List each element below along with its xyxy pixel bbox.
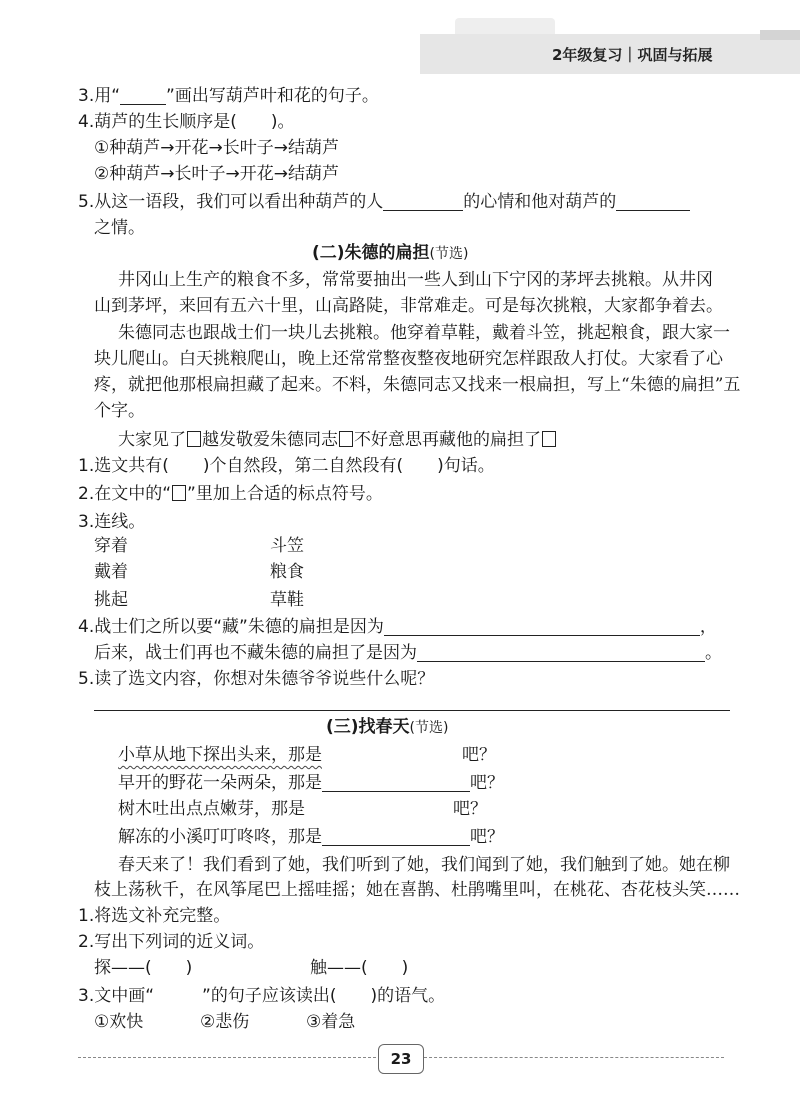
s3-q3-option-3[interactable]: ③着急 [306,1012,356,1032]
page-number: 23 [378,1044,424,1074]
s2-p2-line4: 个字。 [94,401,145,421]
s2-p3-a: 大家见了 [118,430,186,450]
s1-q4: 4.葫芦的生长顺序是( )。 [78,112,295,132]
s2-title-text: (二)朱德的扁担 [312,243,430,263]
s2-p3 [118,428,557,452]
s3-s1-wavy-text: 小草从地下探出头来，那是 [118,745,322,765]
s3-q3-option-2[interactable]: ②悲伤 [200,1012,250,1032]
s1-q5-blank-2 [616,192,690,211]
header-corner-decoration [760,30,800,40]
s3-sentence-3 [118,797,487,821]
s3-sentence-2 [118,771,504,795]
s3-q3 [78,984,445,1008]
s2-q4-end-1: ， [699,617,717,637]
s2-title [312,241,468,266]
s3-q3-wavy-mark [154,984,202,1008]
s2-q5: 5.读了选文内容，你想对朱德爷爷说些什么呢？ [78,669,435,689]
s3-s1-wavy-gap [322,743,462,767]
s3-title-note: (节选) [409,720,449,736]
s2-q1: 1.选文共有( )个自然段，第二自然段有( )句话。 [78,456,495,476]
s2-p2-line2: 块儿爬山。白天挑粮爬山，晚上还常常整夜整夜地研究怎样跟敌人打仗。大家看了心 [94,349,723,369]
match-right-3[interactable]: 草鞋 [270,590,304,610]
header-label: 2年级复习｜巩固与拓展 [552,46,713,64]
s3-paragraph-line1: 春天来了！我们看到了她，我们听到了她，我们闻到了她，我们触到了她。她在柳 [118,855,730,875]
s2-q4 [78,615,717,639]
s3-s3-blank[interactable] [305,799,453,818]
s2-q4-blank-1[interactable] [384,617,700,636]
s2-q2-text-a: 2.在文中的“ [78,484,172,504]
match-left-2[interactable]: 戴着 [94,562,128,582]
s2-q2-text-b: ”里加上合适的标点符号。 [187,484,383,504]
punct-box[interactable] [187,431,201,447]
s3-s2-blank[interactable] [322,773,470,792]
s3-q2-word-1[interactable]: 探——( ) [94,958,193,978]
s3-title-text: (三)找春天 [326,717,410,737]
s1-q5 [78,190,690,214]
s1-q3-text-a: 3.用“ [78,86,121,106]
s1-q4-option-2: ②种葫芦→长叶子→开花→结葫芦 [94,164,339,184]
s2-p2-line3: 疼，就把他那根扁担藏了起来。不料，朱德同志又找来一根扁担，写上“朱德的扁担”五 [94,375,741,395]
s2-q4-text-b: 后来，战士们再也不藏朱德的扁担了是因为 [94,643,417,663]
s3-s4-end: 吧？ [470,827,504,847]
s1-q3-blank [120,86,166,105]
s2-q4-blank-2[interactable] [417,643,705,662]
s2-title-note: (节选) [429,246,469,262]
s3-sentence-1 [118,743,496,767]
match-left-1[interactable]: 穿着 [94,536,128,556]
s2-q4-cont [94,641,722,665]
s2-p3-b: 越发敬爱朱德同志 [202,430,338,450]
s3-q3-text-a: 3.文中画“ [78,986,155,1006]
footer-divider-right [424,1057,724,1058]
s3-s1-end: 吧？ [462,745,496,765]
s1-q3 [78,84,379,108]
s2-q2 [78,482,383,506]
s3-s3-text: 树木吐出点点嫩芽，那是 [118,799,305,819]
match-right-1[interactable]: 斗笠 [270,536,304,556]
s2-p3-c: 不好意思再藏他的扁担了 [354,430,541,450]
s3-paragraph-line2: 枝上荡秋千，在风筝尾巴上摇哇摇；她在喜鹊、杜鹃嘴里叫，在桃花、杏花枝头笑…… [94,880,740,900]
match-left-3[interactable]: 挑起 [94,590,128,610]
s3-s3-end: 吧？ [453,799,487,819]
s1-q3-text-b: ”画出写葫芦叶和花的句子。 [166,86,379,106]
s1-q5-text-a: 5.从这一语段，我们可以看出种葫芦的人 [78,192,384,212]
s2-p1-line2: 山到茅坪，来回有五六十里，山高路陡，非常难走。可是每次挑粮，大家都争着去。 [94,296,723,316]
s3-q2-word-2[interactable]: 触——( ) [310,958,409,978]
s3-s2-text: 早开的野花一朵两朵，那是 [118,773,322,793]
s3-q2: 2.写出下列词的近义词。 [78,932,265,952]
s2-p2-line1: 朱德同志也跟战士们一块儿去挑粮。他穿着草鞋，戴着斗笠，挑起粮食，跟大家一 [118,323,730,343]
s3-q1: 1.将选文补充完整。 [78,906,231,926]
s3-s4-text: 解冻的小溪叮叮咚咚，那是 [118,827,322,847]
punct-box-sample [172,485,186,501]
s2-p1-line1: 井冈山上生产的粮食不多，常常要抽出一些人到山下宁冈的茅坪去挑粮。从井冈 [118,270,713,290]
s3-q3-text-b: ”的句子应该读出( )的语气。 [202,986,446,1006]
s1-q4-option-1: ①种葫芦→开花→长叶子→结葫芦 [94,138,339,158]
s2-q4-text-a: 4.战士们之所以要“藏”朱德的扁担是因为 [78,617,384,637]
s1-q5-blank-1 [383,192,463,211]
s2-q5-answer-line[interactable] [94,710,730,711]
s2-q3: 3.连线。 [78,512,146,532]
footer-divider-left [78,1057,376,1058]
punct-box[interactable] [542,431,556,447]
s2-q4-end-2: 。 [705,643,722,663]
punct-box[interactable] [339,431,353,447]
s3-s2-end: 吧？ [470,773,504,793]
s1-q5-text-b: 的心情和他对葫芦的 [463,192,617,212]
s3-q3-option-1[interactable]: ①欢快 [94,1012,144,1032]
s3-s4-blank[interactable] [322,827,470,846]
s1-q5-cont: 之情。 [94,218,145,238]
s3-title [326,715,448,740]
match-right-2[interactable]: 粮食 [270,562,304,582]
s3-sentence-4 [118,825,504,849]
